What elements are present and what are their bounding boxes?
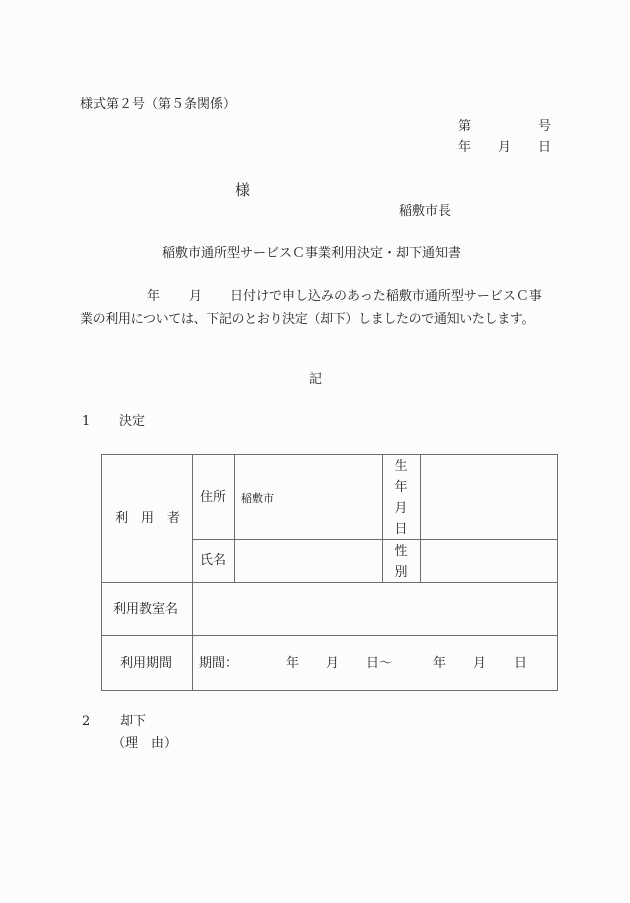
body-line1: 日付けで申し込みのあった稲敷市通所型サービスＣ事 — [230, 289, 542, 304]
classroom-label: 利用教室名 — [113, 602, 179, 617]
body-line2: 業の利用については、下記のとおり決定（却下）しましたので通知いたします。 — [80, 312, 535, 327]
table-divider — [420, 454, 421, 583]
period-start-year: 年 — [286, 656, 300, 671]
period-label: 利用期間 — [120, 656, 173, 671]
table-border — [557, 454, 558, 691]
period-end-year: 年 — [433, 656, 447, 671]
sex-label: 性別 — [394, 544, 408, 580]
document-title: 稲敷市通所型サービスＣ事業利用決定・却下通知書 — [162, 246, 462, 261]
table-divider — [101, 635, 558, 636]
period-start-month: 月 — [326, 656, 340, 671]
table-divider — [101, 582, 558, 583]
section1-number: 1 — [82, 414, 91, 429]
date-day: 日 — [538, 140, 552, 155]
table-divider — [192, 454, 193, 691]
ki-heading: 記 — [309, 372, 323, 387]
period-end-month: 月 — [473, 656, 487, 671]
sender: 稲敷市長 — [399, 204, 452, 219]
body-year: 年 — [147, 289, 161, 304]
birthdate-label: 生年月日 — [394, 459, 408, 537]
addressee-suffix: 様 — [235, 181, 251, 199]
reason-label: （理 由） — [112, 736, 178, 751]
user-label: 利 用 者 — [115, 511, 181, 526]
form-label: 様式第２号（第５条関係） — [80, 97, 237, 112]
section1-label: 決定 — [119, 414, 146, 429]
period-prefix: 期間： — [199, 656, 239, 671]
table-border — [101, 454, 102, 691]
date-year: 年 — [458, 140, 472, 155]
date-month: 月 — [498, 140, 512, 155]
period-start-day: 日～ — [366, 656, 393, 671]
number-prefix: 第 — [458, 119, 472, 134]
section2-label: 却下 — [120, 714, 147, 729]
table-divider — [192, 539, 558, 540]
period-end-day: 日 — [514, 656, 528, 671]
table-divider — [382, 454, 383, 583]
address-label: 住所 — [200, 490, 227, 505]
address-value: 稲敷市 — [241, 492, 274, 505]
table-border — [101, 690, 558, 691]
body-month: 月 — [189, 289, 203, 304]
section2-number: 2 — [82, 714, 91, 729]
number-suffix: 号 — [538, 119, 552, 134]
table-divider — [234, 454, 235, 583]
table-border — [101, 454, 558, 455]
name-label: 氏名 — [200, 553, 227, 568]
